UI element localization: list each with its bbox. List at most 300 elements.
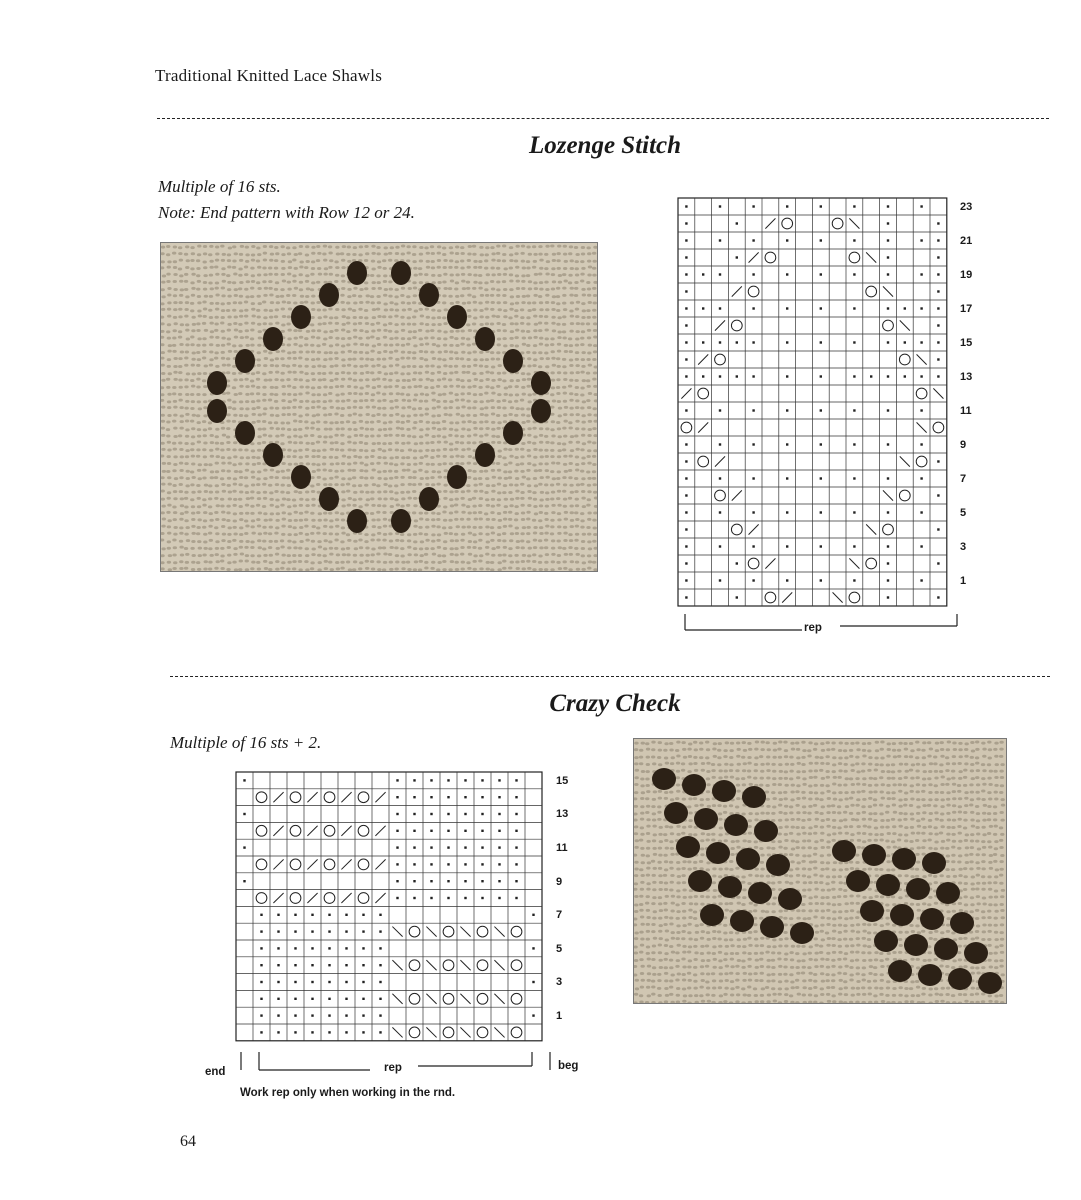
purl-symbol (243, 779, 245, 781)
eyelet-hole (766, 854, 790, 876)
purl-symbol (887, 409, 889, 411)
purl-symbol (532, 947, 534, 949)
purl-symbol (464, 796, 466, 798)
purl-symbol (786, 273, 788, 275)
purl-symbol (937, 494, 939, 496)
eyelet-hole (724, 814, 748, 836)
purl-symbol (887, 477, 889, 479)
section-divider-top (157, 118, 1049, 119)
purl-symbol (887, 562, 889, 564)
eyelet-hole (291, 465, 311, 489)
purl-symbol (853, 375, 855, 377)
purl-symbol (920, 477, 922, 479)
purl-symbol (719, 409, 721, 411)
purl-symbol (719, 443, 721, 445)
purl-symbol (702, 341, 704, 343)
purl-symbol (887, 375, 889, 377)
purl-symbol (481, 813, 483, 815)
purl-symbol (685, 460, 687, 462)
purl-symbol (920, 545, 922, 547)
purl-symbol (515, 830, 517, 832)
purl-symbol (937, 256, 939, 258)
purl-symbol (515, 779, 517, 781)
purl-symbol (294, 1014, 296, 1016)
purl-symbol (311, 947, 313, 949)
purl-symbol (277, 1031, 279, 1033)
eyelet-hole (860, 900, 884, 922)
eyelet-hole (652, 768, 676, 790)
purl-symbol (515, 863, 517, 865)
purl-symbol (294, 998, 296, 1000)
purl-symbol (243, 846, 245, 848)
purl-symbol (752, 579, 754, 581)
purl-symbol (937, 358, 939, 360)
lozenge-title: Lozenge Stitch (528, 132, 682, 159)
purl-symbol (752, 511, 754, 513)
purl-symbol (277, 998, 279, 1000)
purl-symbol (362, 1031, 364, 1033)
purl-symbol (736, 375, 738, 377)
crazy-beg-label: beg (558, 1060, 579, 1072)
purl-symbol (294, 947, 296, 949)
eyelet-hole (846, 870, 870, 892)
purl-symbol (481, 863, 483, 865)
purl-symbol (685, 375, 687, 377)
purl-symbol (345, 964, 347, 966)
purl-symbol (498, 813, 500, 815)
purl-symbol (328, 998, 330, 1000)
purl-symbol (719, 273, 721, 275)
lozenge-row-number: 13 (960, 371, 973, 383)
purl-symbol (447, 796, 449, 798)
eyelet-hole (475, 443, 495, 467)
lozenge-row-number: 23 (960, 201, 973, 213)
purl-symbol (447, 863, 449, 865)
purl-symbol (532, 981, 534, 983)
purl-symbol (853, 579, 855, 581)
purl-symbol (413, 830, 415, 832)
purl-symbol (786, 511, 788, 513)
lozenge-chart (676, 196, 952, 608)
eyelet-hole (235, 421, 255, 445)
purl-symbol (362, 964, 364, 966)
eyelet-hole (503, 421, 523, 445)
purl-symbol (498, 897, 500, 899)
purl-symbol (447, 880, 449, 882)
purl-symbol (719, 205, 721, 207)
purl-symbol (430, 846, 432, 848)
eyelet-hole (936, 882, 960, 904)
purl-symbol (853, 511, 855, 513)
eyelet-hole (712, 780, 736, 802)
purl-symbol (362, 914, 364, 916)
purl-symbol (887, 443, 889, 445)
purl-symbol (853, 205, 855, 207)
purl-symbol (887, 205, 889, 207)
purl-symbol (532, 1014, 534, 1016)
purl-symbol (481, 880, 483, 882)
purl-symbol (481, 796, 483, 798)
purl-symbol (413, 880, 415, 882)
crazy-row-number: 1 (556, 1010, 563, 1022)
purl-symbol (904, 341, 906, 343)
purl-symbol (311, 930, 313, 932)
lozenge-row-number: 9 (960, 439, 967, 451)
purl-symbol (311, 964, 313, 966)
purl-symbol (413, 796, 415, 798)
purl-symbol (260, 964, 262, 966)
eyelet-hole (862, 844, 886, 866)
purl-symbol (379, 947, 381, 949)
purl-symbol (820, 205, 822, 207)
purl-symbol (464, 880, 466, 882)
purl-symbol (498, 830, 500, 832)
purl-symbol (464, 846, 466, 848)
purl-symbol (887, 307, 889, 309)
purl-symbol (260, 1031, 262, 1033)
purl-symbol (937, 290, 939, 292)
eyelet-hole (447, 465, 467, 489)
eyelet-hole (876, 874, 900, 896)
purl-symbol (430, 897, 432, 899)
purl-symbol (685, 443, 687, 445)
purl-symbol (464, 863, 466, 865)
eyelet-hole (892, 848, 916, 870)
purl-symbol (464, 779, 466, 781)
eyelet-hole (742, 786, 766, 808)
purl-symbol (260, 930, 262, 932)
purl-symbol (736, 596, 738, 598)
purl-symbol (498, 846, 500, 848)
purl-symbol (937, 375, 939, 377)
purl-symbol (685, 341, 687, 343)
lozenge-rep-bracket (684, 614, 960, 638)
purl-symbol (430, 796, 432, 798)
lozenge-row-number: 15 (960, 337, 973, 349)
section-divider-middle (170, 676, 1050, 677)
purl-symbol (362, 947, 364, 949)
purl-symbol (920, 273, 922, 275)
eyelet-hole (760, 916, 784, 938)
eyelet-hole (207, 399, 227, 423)
purl-symbol (820, 307, 822, 309)
purl-symbol (328, 1031, 330, 1033)
purl-symbol (685, 290, 687, 292)
purl-symbol (328, 981, 330, 983)
purl-symbol (853, 409, 855, 411)
eyelet-hole (890, 904, 914, 926)
lozenge-note-line-2: Note: End pattern with Row 12 or 24. (158, 203, 415, 222)
purl-symbol (379, 998, 381, 1000)
eyelet-hole (391, 509, 411, 533)
purl-symbol (328, 1014, 330, 1016)
purl-symbol (396, 830, 398, 832)
purl-symbol (736, 562, 738, 564)
purl-symbol (719, 375, 721, 377)
purl-symbol (464, 830, 466, 832)
eyelet-hole (948, 968, 972, 990)
crazy-footnote: Work rep only when working in the rnd. (240, 1087, 456, 1099)
purl-symbol (752, 375, 754, 377)
purl-symbol (260, 914, 262, 916)
purl-symbol (786, 375, 788, 377)
purl-symbol (920, 409, 922, 411)
eyelet-hole (291, 305, 311, 329)
purl-symbol (447, 830, 449, 832)
eyelet-hole (688, 870, 712, 892)
lozenge-swatch-photo (160, 242, 598, 572)
purl-symbol (413, 813, 415, 815)
purl-symbol (786, 579, 788, 581)
purl-symbol (685, 511, 687, 513)
eyelet-hole (700, 904, 724, 926)
lozenge-note (158, 174, 415, 226)
purl-symbol (515, 846, 517, 848)
purl-symbol (345, 1031, 347, 1033)
purl-symbol (685, 256, 687, 258)
purl-symbol (481, 830, 483, 832)
eyelet-hole (736, 848, 760, 870)
eyelet-hole (503, 349, 523, 373)
purl-symbol (481, 897, 483, 899)
eyelet-hole (888, 960, 912, 982)
purl-symbol (396, 796, 398, 798)
purl-symbol (820, 545, 822, 547)
eyelet-hole (904, 934, 928, 956)
eyelet-hole (920, 908, 944, 930)
purl-symbol (853, 341, 855, 343)
eyelet-hole (950, 912, 974, 934)
purl-symbol (430, 830, 432, 832)
purl-symbol (311, 981, 313, 983)
purl-symbol (719, 545, 721, 547)
purl-symbol (736, 222, 738, 224)
lozenge-row-number: 11 (960, 405, 972, 417)
purl-symbol (920, 239, 922, 241)
crazy-row-number: 13 (556, 808, 569, 821)
lozenge-row-number: 21 (960, 235, 973, 247)
purl-symbol (481, 846, 483, 848)
eyelet-hole (906, 878, 930, 900)
purl-symbol (396, 863, 398, 865)
purl-symbol (277, 1014, 279, 1016)
eyelet-hole (778, 888, 802, 910)
purl-symbol (498, 779, 500, 781)
purl-symbol (685, 528, 687, 530)
eyelet-hole (706, 842, 730, 864)
purl-symbol (311, 1014, 313, 1016)
crazy-row-number: 3 (556, 976, 563, 989)
purl-symbol (498, 863, 500, 865)
purl-symbol (920, 341, 922, 343)
lozenge-row-number: 1 (960, 575, 967, 587)
purl-symbol (685, 239, 687, 241)
purl-symbol (820, 273, 822, 275)
purl-symbol (396, 880, 398, 882)
purl-symbol (277, 930, 279, 932)
eyelet-hole (790, 922, 814, 944)
eyelet-hole (964, 942, 988, 964)
purl-symbol (413, 846, 415, 848)
purl-symbol (685, 596, 687, 598)
purl-symbol (786, 307, 788, 309)
purl-symbol (413, 897, 415, 899)
purl-symbol (243, 880, 245, 882)
purl-symbol (447, 846, 449, 848)
crazy-check-title: Crazy Check (549, 690, 681, 717)
purl-symbol (311, 998, 313, 1000)
eyelet-hole (447, 305, 467, 329)
purl-symbol (853, 273, 855, 275)
purl-symbol (396, 897, 398, 899)
purl-symbol (464, 813, 466, 815)
eyelet-hole (531, 371, 551, 395)
purl-symbol (853, 443, 855, 445)
purl-symbol (786, 239, 788, 241)
purl-symbol (345, 1014, 347, 1016)
purl-symbol (362, 1014, 364, 1016)
purl-symbol (820, 341, 822, 343)
purl-symbol (379, 1014, 381, 1016)
purl-symbol (904, 375, 906, 377)
purl-symbol (379, 1031, 381, 1033)
purl-symbol (362, 930, 364, 932)
purl-symbol (328, 914, 330, 916)
purl-symbol (752, 307, 754, 309)
purl-symbol (481, 779, 483, 781)
eyelet-hole (207, 371, 227, 395)
eyelet-hole (934, 938, 958, 960)
lozenge-rep-label: rep (804, 622, 822, 634)
eyelet-hole (347, 261, 367, 285)
purl-symbol (362, 981, 364, 983)
purl-symbol (379, 930, 381, 932)
purl-symbol (752, 443, 754, 445)
eyelet-hole (832, 840, 856, 862)
purl-symbol (413, 779, 415, 781)
purl-symbol (719, 239, 721, 241)
crazy-check-swatch-photo (633, 738, 1007, 1004)
purl-symbol (311, 1031, 313, 1033)
purl-symbol (294, 930, 296, 932)
purl-symbol (685, 324, 687, 326)
purl-symbol (887, 256, 889, 258)
crazy-end-label: end (205, 1066, 226, 1078)
purl-symbol (736, 256, 738, 258)
purl-symbol (685, 409, 687, 411)
purl-symbol (685, 307, 687, 309)
eyelet-hole (235, 349, 255, 373)
purl-symbol (379, 914, 381, 916)
purl-symbol (752, 341, 754, 343)
purl-symbol (277, 981, 279, 983)
purl-symbol (430, 880, 432, 882)
eyelet-hole (694, 808, 718, 830)
crazy-check-chart (234, 770, 548, 1044)
purl-symbol (937, 273, 939, 275)
purl-symbol (920, 511, 922, 513)
lozenge-row-number: 7 (960, 473, 967, 485)
eyelet-hole (263, 443, 283, 467)
purl-symbol (887, 511, 889, 513)
purl-symbol (736, 341, 738, 343)
lozenge-row-number: 3 (960, 541, 967, 553)
purl-symbol (719, 307, 721, 309)
purl-symbol (685, 273, 687, 275)
eyelet-hole (664, 802, 688, 824)
purl-symbol (311, 914, 313, 916)
purl-symbol (937, 307, 939, 309)
lozenge-row-number: 17 (960, 303, 973, 315)
purl-symbol (515, 880, 517, 882)
purl-symbol (498, 880, 500, 882)
purl-symbol (396, 846, 398, 848)
eyelet-hole (874, 930, 898, 952)
purl-symbol (294, 914, 296, 916)
purl-symbol (920, 375, 922, 377)
eyelet-hole (918, 964, 942, 986)
eyelet-hole (718, 876, 742, 898)
purl-symbol (887, 341, 889, 343)
purl-symbol (685, 358, 687, 360)
purl-symbol (786, 409, 788, 411)
purl-symbol (937, 596, 939, 598)
purl-symbol (328, 964, 330, 966)
purl-symbol (937, 341, 939, 343)
purl-symbol (820, 511, 822, 513)
crazy-check-note: Multiple of 16 sts + 2. (170, 733, 322, 752)
purl-symbol (345, 930, 347, 932)
purl-symbol (685, 222, 687, 224)
purl-symbol (937, 528, 939, 530)
purl-symbol (920, 579, 922, 581)
purl-symbol (719, 477, 721, 479)
purl-symbol (515, 796, 517, 798)
purl-symbol (430, 779, 432, 781)
purl-symbol (447, 813, 449, 815)
eyelet-hole (978, 972, 1002, 994)
purl-symbol (413, 863, 415, 865)
purl-symbol (685, 545, 687, 547)
purl-symbol (702, 273, 704, 275)
purl-symbol (260, 998, 262, 1000)
purl-symbol (345, 947, 347, 949)
purl-symbol (786, 545, 788, 547)
eyelet-hole (419, 283, 439, 307)
crazy-row-number: 11 (556, 842, 568, 854)
purl-symbol (853, 307, 855, 309)
purl-symbol (920, 307, 922, 309)
purl-symbol (345, 981, 347, 983)
purl-symbol (260, 947, 262, 949)
purl-symbol (820, 443, 822, 445)
purl-symbol (685, 562, 687, 564)
purl-symbol (498, 796, 500, 798)
page-number: 64 (180, 1133, 196, 1150)
purl-symbol (786, 341, 788, 343)
purl-symbol (820, 239, 822, 241)
eyelet-hole (419, 487, 439, 511)
eyelet-hole (682, 774, 706, 796)
purl-symbol (515, 897, 517, 899)
eyelet-hole (263, 327, 283, 351)
purl-symbol (379, 981, 381, 983)
purl-symbol (904, 307, 906, 309)
purl-symbol (887, 239, 889, 241)
purl-symbol (752, 545, 754, 547)
eyelet-hole (748, 882, 772, 904)
crazy-row-number: 15 (556, 774, 569, 787)
